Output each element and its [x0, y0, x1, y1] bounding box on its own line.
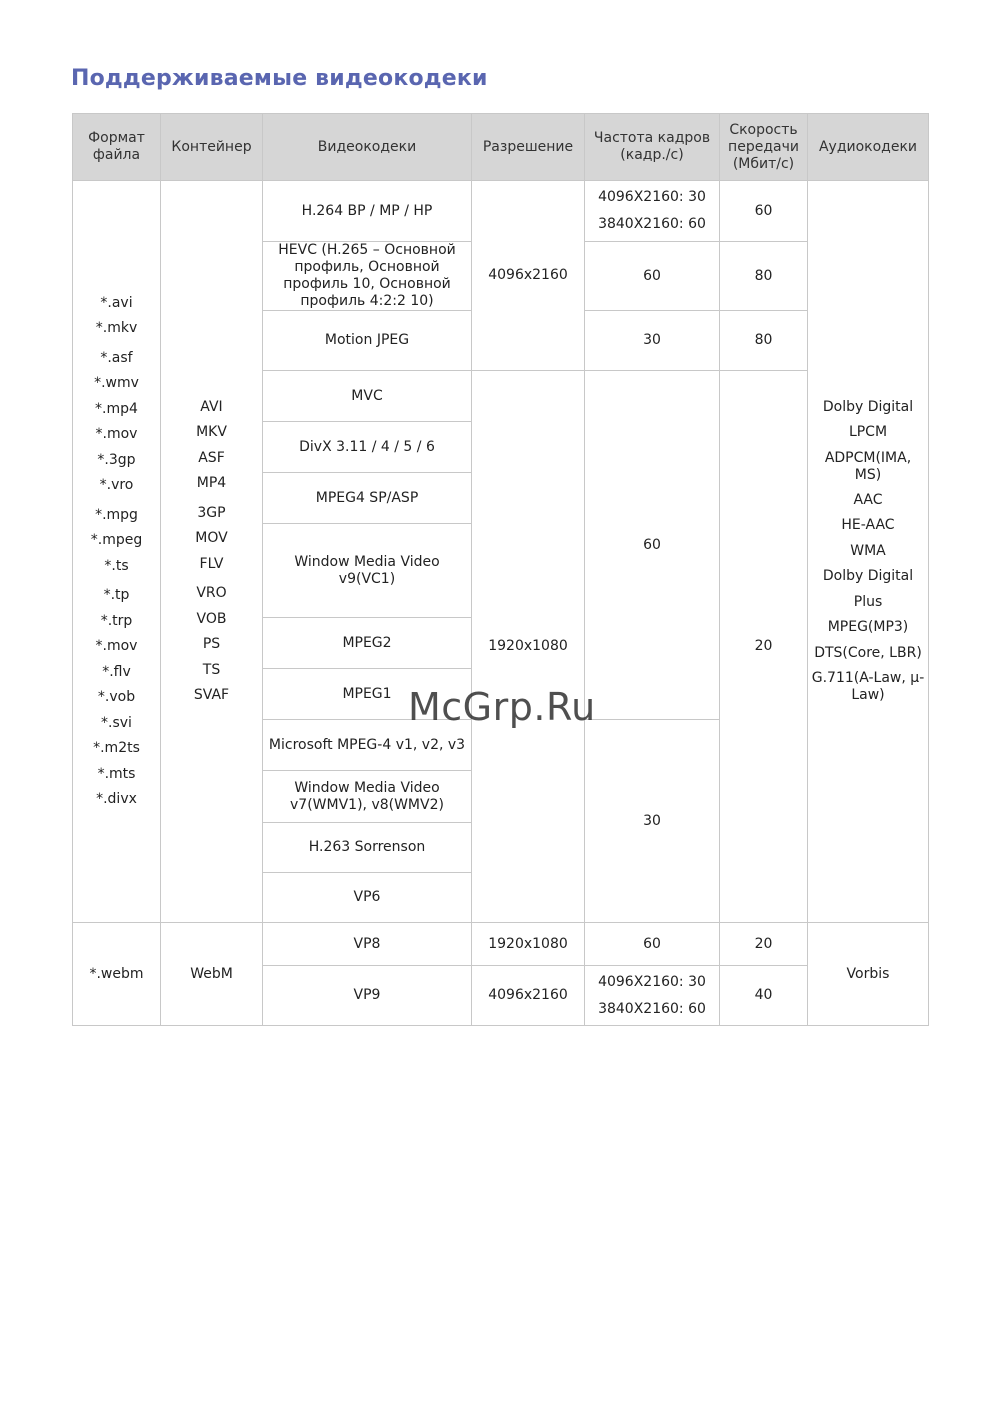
bitrate-cell: 80 [720, 242, 808, 311]
header-fps: Частота кадров (кадр./с) [585, 114, 720, 181]
bitrate-cell: 20 [720, 371, 808, 923]
audio-cell: Vorbis [808, 923, 929, 1026]
container-item: 3GP [197, 504, 226, 521]
audio-item: AAC [853, 491, 883, 508]
codec-cell: Motion JPEG [263, 311, 472, 371]
header-format: Формат файла [73, 114, 161, 181]
fps-cell [585, 181, 720, 242]
table-header-row [73, 114, 929, 181]
table-row [73, 923, 929, 966]
audio-item: Dolby Digital Plus [822, 568, 914, 610]
container-item: VOB [196, 610, 227, 627]
format-item: *.ts [104, 557, 129, 574]
codec-cell: Microsoft MPEG-4 v1, v2, v3 [263, 720, 472, 771]
container-item: MP4 [196, 475, 227, 491]
fps-line: 3840X2160: 60 [598, 1000, 706, 1017]
container-item: AVI [200, 398, 223, 415]
fps-cell: 60 [585, 923, 720, 966]
codec-cell: MPEG1 [263, 669, 472, 720]
audio-item: WMA [850, 542, 886, 559]
video-codecs-table [72, 113, 929, 1026]
audio-item: DTS(Core, LBR) [814, 644, 922, 661]
codec-cell: MPEG4 SP/ASP [263, 473, 472, 524]
resolution-cell: 4096x2160 [472, 966, 585, 1026]
audio-item: HE-AAC [841, 517, 895, 534]
header-audio: Аудиокодеки [808, 114, 929, 181]
codec-cell: H.264 BP / MP / HP [263, 181, 472, 242]
resolution-cell: 1920x1080 [472, 923, 585, 966]
codec-cell: Window Media Video v7(WMV1), v8(WMV2) [263, 771, 472, 823]
format-item: *.wmv [94, 375, 139, 391]
format-item: *.divx [96, 791, 137, 807]
format-item: *.avi [100, 294, 133, 311]
format-item: *.mov [95, 426, 138, 442]
format-item: *.m2ts [93, 740, 140, 756]
format-item: *.mts [97, 765, 136, 782]
container-item: PS [202, 636, 221, 652]
format-item: *.flv [102, 663, 131, 680]
fps-cell: 30 [585, 311, 720, 371]
codec-cell: MPEG2 [263, 618, 472, 669]
audio-item: MPEG(MP3) [827, 619, 909, 636]
container-item: TS [202, 661, 221, 678]
fps-cell: 60 [585, 371, 720, 720]
format-cell [73, 181, 161, 923]
format-item: *.mpeg [90, 532, 143, 548]
resolution-cell: 1920x1080 [472, 371, 585, 923]
fps-cell [585, 966, 720, 1026]
fps-cell: 60 [585, 242, 720, 311]
format-item: *.mkv [95, 320, 138, 336]
header-container: Контейнер [161, 114, 263, 181]
format-item: *.mp4 [95, 400, 138, 417]
header-codec: Видеокодеки [263, 114, 472, 181]
codec-cell: MVC [263, 371, 472, 422]
container-item: SVAF [193, 687, 230, 703]
fps-cell: 30 [585, 720, 720, 923]
bitrate-cell: 60 [720, 181, 808, 242]
container-item: MOV [195, 530, 228, 546]
format-item: *.tp [103, 587, 130, 603]
container-cell [161, 181, 263, 923]
audio-item: LPCM [848, 424, 888, 441]
format-item: *.svi [101, 714, 132, 731]
audio-item: Dolby Digital [822, 398, 914, 415]
page-title: Поддерживаемые видеокодеки [71, 66, 488, 91]
codec-cell: VP6 [263, 873, 472, 923]
container-item: FLV [199, 555, 224, 572]
codec-cell: H.263 Sorrenson [263, 823, 472, 873]
format-item: *.3gp [97, 451, 136, 468]
fps-line: 4096X2160: 30 [598, 189, 706, 205]
codec-cell: HEVC (H.265 – Основной профиль, Основной профиль 10, Основной профиль 4:2:2 10) [263, 242, 472, 311]
bitrate-cell: 80 [720, 311, 808, 371]
format-item: *.asf [100, 349, 133, 366]
audio-item: ADPCM(IMA, MS) [824, 449, 912, 483]
format-item: *.mov [95, 638, 138, 654]
codec-cell: VP9 [263, 966, 472, 1026]
format-item: *.vro [99, 477, 134, 493]
format-item: *.vob [97, 689, 136, 705]
watermark-text: McGrp.Ru [408, 685, 596, 729]
table-row [73, 181, 929, 242]
format-cell: *.webm [73, 923, 161, 1026]
fps-line: 4096X2160: 30 [598, 973, 706, 990]
header-resolution: Разрешение [472, 114, 585, 181]
bitrate-cell: 40 [720, 966, 808, 1026]
codec-cell: DivX 3.11 / 4 / 5 / 6 [263, 422, 472, 473]
bitrate-cell: 20 [720, 923, 808, 966]
format-item: *.trp [100, 612, 133, 629]
codec-cell: Window Media Video v9(VC1) [263, 524, 472, 618]
container-item: ASF [198, 449, 225, 466]
container-cell: WebM [161, 923, 263, 1026]
resolution-cell: 4096x2160 [472, 181, 585, 371]
audio-cell [808, 181, 929, 923]
audio-item: G.711(A-Law, μ-Law) [811, 670, 925, 704]
format-item: *.mpg [95, 506, 138, 523]
container-item: MKV [196, 424, 227, 440]
header-bitrate: Скорость передачи (Мбит/с) [720, 114, 808, 181]
fps-line: 3840X2160: 60 [598, 216, 706, 232]
container-item: VRO [196, 585, 227, 601]
codec-cell: VP8 [263, 923, 472, 966]
